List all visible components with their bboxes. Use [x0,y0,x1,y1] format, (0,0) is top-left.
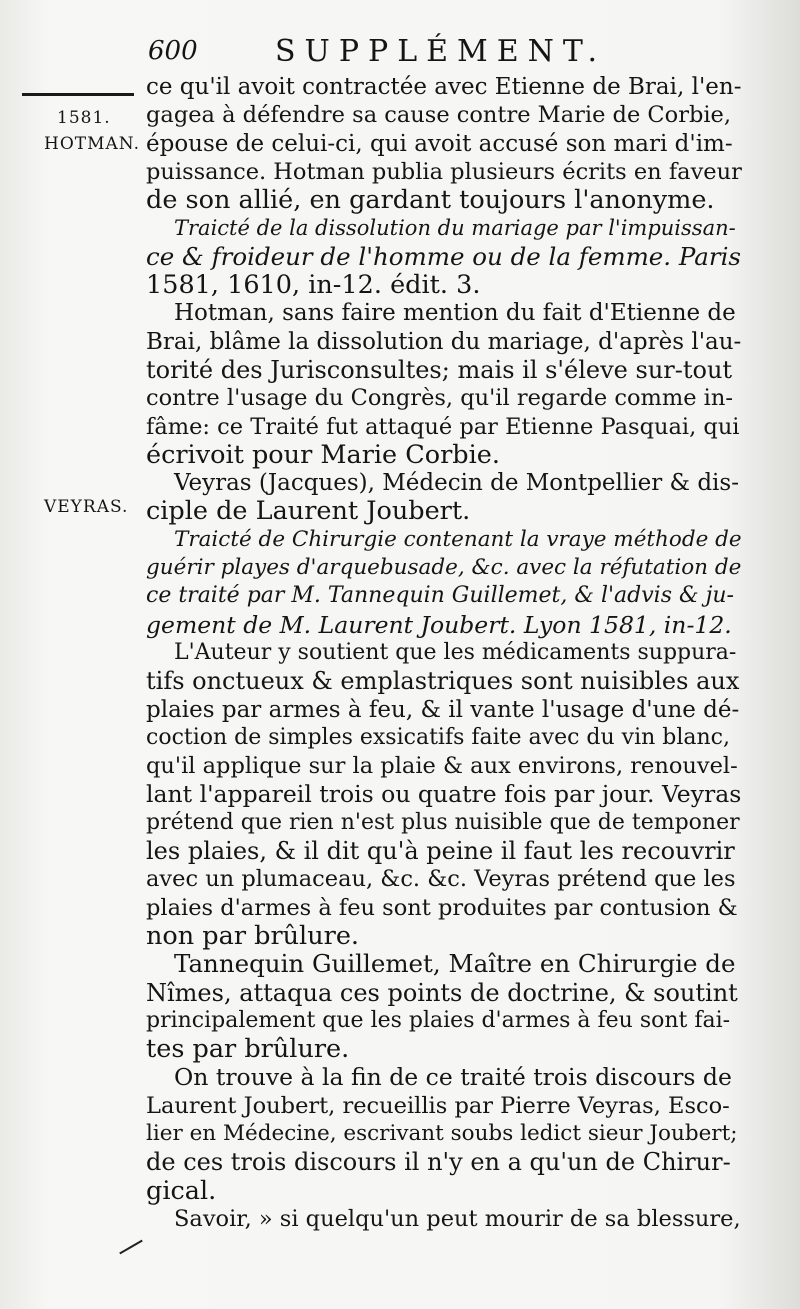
running-head: SUPPLÉMENT. [275,34,607,69]
text-line: contre l'usage du Congrès, qu'il regarde comme in- [146,385,733,412]
text-line: plaies par armes à feu, & il vante l'usage d'une dé- [146,696,740,723]
margin-note-year: 1581. [57,108,111,128]
text-line: écrivoit pour Marie Corbie. [146,439,500,470]
text-line: Tannequin Guillemet, Maître en Chirurgie de [174,949,736,979]
text-line: Laurent Joubert, recueillis par Pierre Veyras, Esco- [146,1092,730,1119]
margin-mark [119,1240,143,1255]
text-line: Nîmes, attaqua ces points de doctrine, & soutint [146,978,738,1007]
text-line: gagea à défendre sa cause contre Marie de Corbie, [146,102,732,129]
body-text [146,73,742,1233]
text-line: les plaies, & il dit qu'à peine il faut les recouvrir [146,837,735,866]
text-line: qu'il applique sur la plaie & aux environs, renouvel- [146,753,738,780]
text-line: avec un plumaceau, &c. &c. Veyras prétend que les [146,866,736,893]
text-line: plaies d'armes à feu sont produites par contusion & [146,894,738,921]
text-line: coction de simples exsicatifs faite avec du vin blanc, [146,724,730,750]
text-line: tes par brûlure. [146,1034,350,1065]
page-header [140,30,790,70]
header-rule [22,93,134,96]
page-number: 600 [148,36,198,66]
margin-note-veyras: VEYRAS. [44,497,129,517]
text-line: L'Auteur y soutient que les médicaments suppura- [174,639,737,665]
text-line: ciple de Laurent Joubert. [146,496,471,527]
text-line: épouse de celui-ci, qui avoit accusé son mari d'im- [146,130,733,157]
title-line: guérir playes d'arquebusade, &c. avec la réfutation de [146,555,742,581]
text-line: de son allié, en gardant toujours l'anonyme. [146,185,715,216]
text-line: prétend que rien n'est plus nuisible que de temponer [146,809,740,835]
text-line: lant l'appareil trois ou quatre fois par jour. Veyras [146,780,742,809]
text-line: torité des Jurisconsultes; mais il s'éleve sur-tout [146,355,733,384]
title-line: Traicté de Chirurgie contenant la vraye méthode de [174,526,742,552]
text-line: fâme: ce Traité fut attaqué par Etienne Pasquai, qui [146,413,740,440]
text-line: Brai, blâme la dissolution du mariage, d'après l'au- [146,328,742,355]
text-line: non par brûlure. [146,920,360,951]
text-line: puissance. Hotman publia plusieurs écrits en faveur [146,158,742,185]
text-line: Savoir, » si quelqu'un peut mourir de sa blessure, [174,1205,741,1232]
text-line: de ces trois discours il n'y en a qu'un de Chirur- [146,1148,731,1177]
text-line: tifs onctueux & emplastriques sont nuisibles aux [146,667,740,696]
title-line: ce traité par M. Tannequin Guillemet, & l'advis & ju- [146,583,734,609]
text-line: On trouve à la fin de ce traité trois discours de [174,1063,732,1092]
text-line: 1581, 1610, in-12. édit. 3. [146,270,481,301]
text-line: Veyras (Jacques), Médecin de Montpellier & dis- [174,470,739,497]
margin-note-hotman: HOTMAN. [44,134,140,154]
title-line: gement de M. Laurent Joubert. Lyon 1581, in-12. [146,610,732,639]
text-line: lier en Médecine, escrivant soubs ledict sieur Joubert; [146,1120,738,1146]
text-line: Hotman, sans faire mention du fait d'Etienne de [174,300,736,327]
text-line: ce qu'il avoit contractée avec Etienne de Brai, l'en- [146,74,742,100]
text-line: principalement que les plaies d'armes à feu sont fai- [146,1007,731,1033]
text-line: gical. [146,1175,217,1206]
title-line: ce & froideur de l'homme ou de la femme. Paris [146,241,741,271]
title-line: Traicté de la dissolution du mariage par l'impuissan- [174,216,736,241]
